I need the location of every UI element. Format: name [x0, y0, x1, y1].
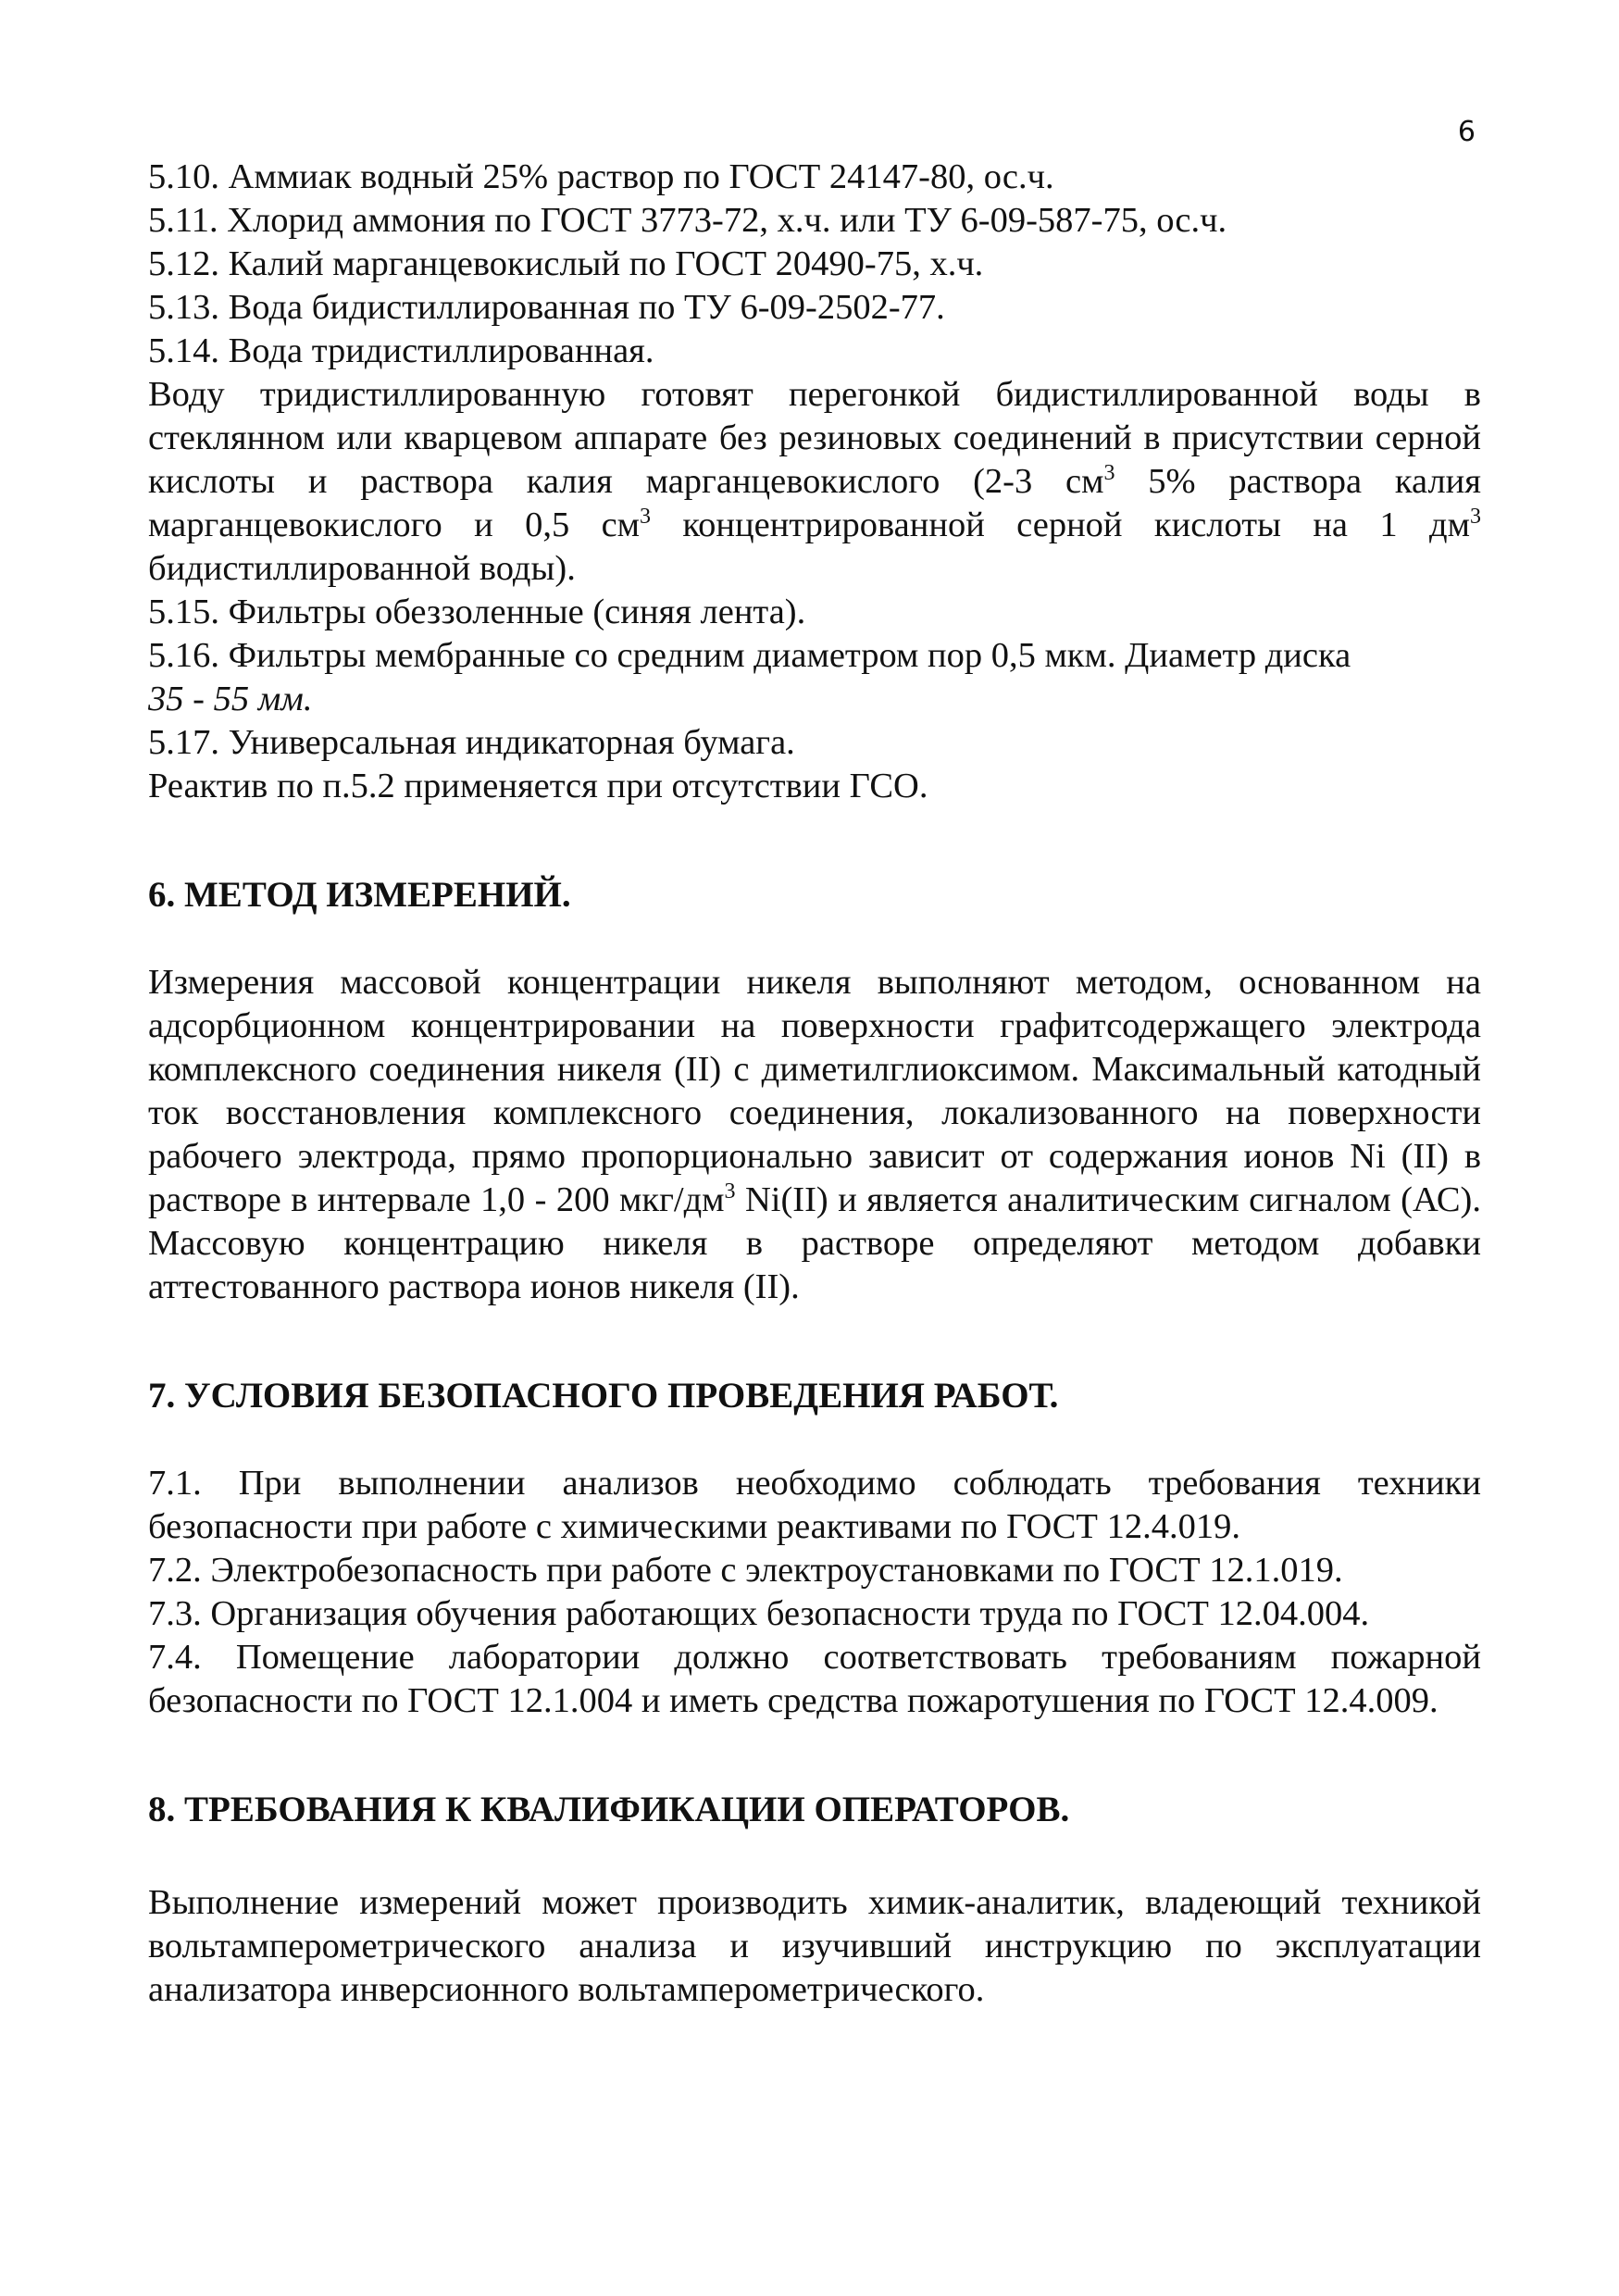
paragraph-text: Ni(II) и является аналитическим сигналом (АС). Массовую концентрацию никеля в растворе определяют методом добавки аттестованного раствора ионов никеля (II). [148, 1180, 1481, 1306]
tridistilled-water-paragraph [148, 373, 1481, 591]
superscript: 3 [640, 505, 652, 529]
list-item-5-12: 5.12. Калий марганцевокислый по ГОСТ 20490-75, х.ч. [148, 244, 984, 283]
list-item-7-1: 7.1. При выполнении анализов необходимо соблюдать требования техники безопасности при работе с химическими реактивами по ГОСТ 12.4.019. [148, 1464, 1481, 1546]
page-content [148, 156, 1481, 2012]
list-item-5-15: 5.15. Фильтры обеззоленные (синяя лента). [148, 593, 806, 631]
list-item-7-2: 7.2. Электробезопасность при работе с электроустановками по ГОСТ 12.1.019. [148, 1551, 1343, 1590]
superscript: 3 [1103, 461, 1115, 485]
paragraph-text: Измерения массовой концентрации никеля выполняют методом, основанном на адсорбционном концентрировании на поверхности графитсодержащего электрода комплексного соединения никеля (II) с диметилглиоксимом. Максимальный катодный ток восстановления комплексного соединения, локализованного на поверхности рабочего электрода, прямо пропорционально зависит от содержания ионов Ni (II) в растворе в интервале 1,0 - 200 мкг/дм [148, 963, 1481, 1219]
paragraph-text: Воду тридистиллированную готовят перегонкой бидистиллированной воды в стеклянном или кварцевом аппарате без резиновых соединений в присутствии серной кислоты и раствора калия марганцевокислого (2-3 см [148, 375, 1481, 501]
section-heading-7: 7. УСЛОВИЯ БЕЗОПАСНОГО ПРОВЕДЕНИЯ РАБОТ. [148, 1376, 1059, 1416]
paragraph-text: 5% раствора калия марганцевокислого и 0,5 см [148, 462, 1481, 544]
list-item-5-11: 5.11. Хлорид аммония по ГОСТ 3773-72, х.ч. или ТУ 6-09-587-75, ос.ч. [148, 201, 1227, 240]
list-item-5-13: 5.13. Вода бидистиллированная по ТУ 6-09-2502-77. [148, 288, 945, 327]
list-item-5-10: 5.10. Аммиак водный 25% раствор по ГОСТ 24147-80, ос.ч. [148, 157, 1054, 196]
list-item-5-17: 5.17. Универсальная индикаторная бумага. [148, 723, 795, 762]
measurement-method-paragraph [148, 961, 1481, 1309]
section-heading-6: 6. МЕТОД ИЗМЕРЕНИЙ. [148, 875, 571, 915]
superscript: 3 [724, 1179, 736, 1204]
reagent-note: Реактив по п.5.2 применяется при отсутствии ГСО. [148, 767, 928, 805]
list-item-5-14: 5.14. Вода тридистиллированная. [148, 331, 654, 370]
superscript: 3 [1470, 505, 1481, 529]
page-number: 6 [1457, 116, 1476, 148]
list-item-5-16-continuation: 35 - 55 мм. [148, 680, 313, 718]
operator-qualification-paragraph: Выполнение измерений может производить химик-аналитик, владеющий техникой вольтамперометрического анализа и изучивший инструкцию по эксплуатации анализатора инверсионного вольтамперометрического. [148, 1883, 1481, 2009]
paragraph-text: концентрированной серной кислоты на 1 дм [651, 505, 1470, 544]
section-heading-8: 8. ТРЕБОВАНИЯ К КВАЛИФИКАЦИИ ОПЕРАТОРОВ. [148, 1790, 1070, 1829]
list-item-5-16: 5.16. Фильтры мембранные со средним диаметром пор 0,5 мкм. Диаметр диска [148, 636, 1351, 675]
list-item-7-3: 7.3. Организация обучения работающих безопасности труда по ГОСТ 12.04.004. [148, 1594, 1370, 1633]
list-item-7-4: 7.4. Помещение лаборатории должно соответствовать требованиям пожарной безопасности по ГОСТ 12.1.004 и иметь средства пожаротушения по ГОСТ 12.4.009. [148, 1638, 1481, 1720]
paragraph-text: бидистиллированной воды). [148, 549, 576, 588]
